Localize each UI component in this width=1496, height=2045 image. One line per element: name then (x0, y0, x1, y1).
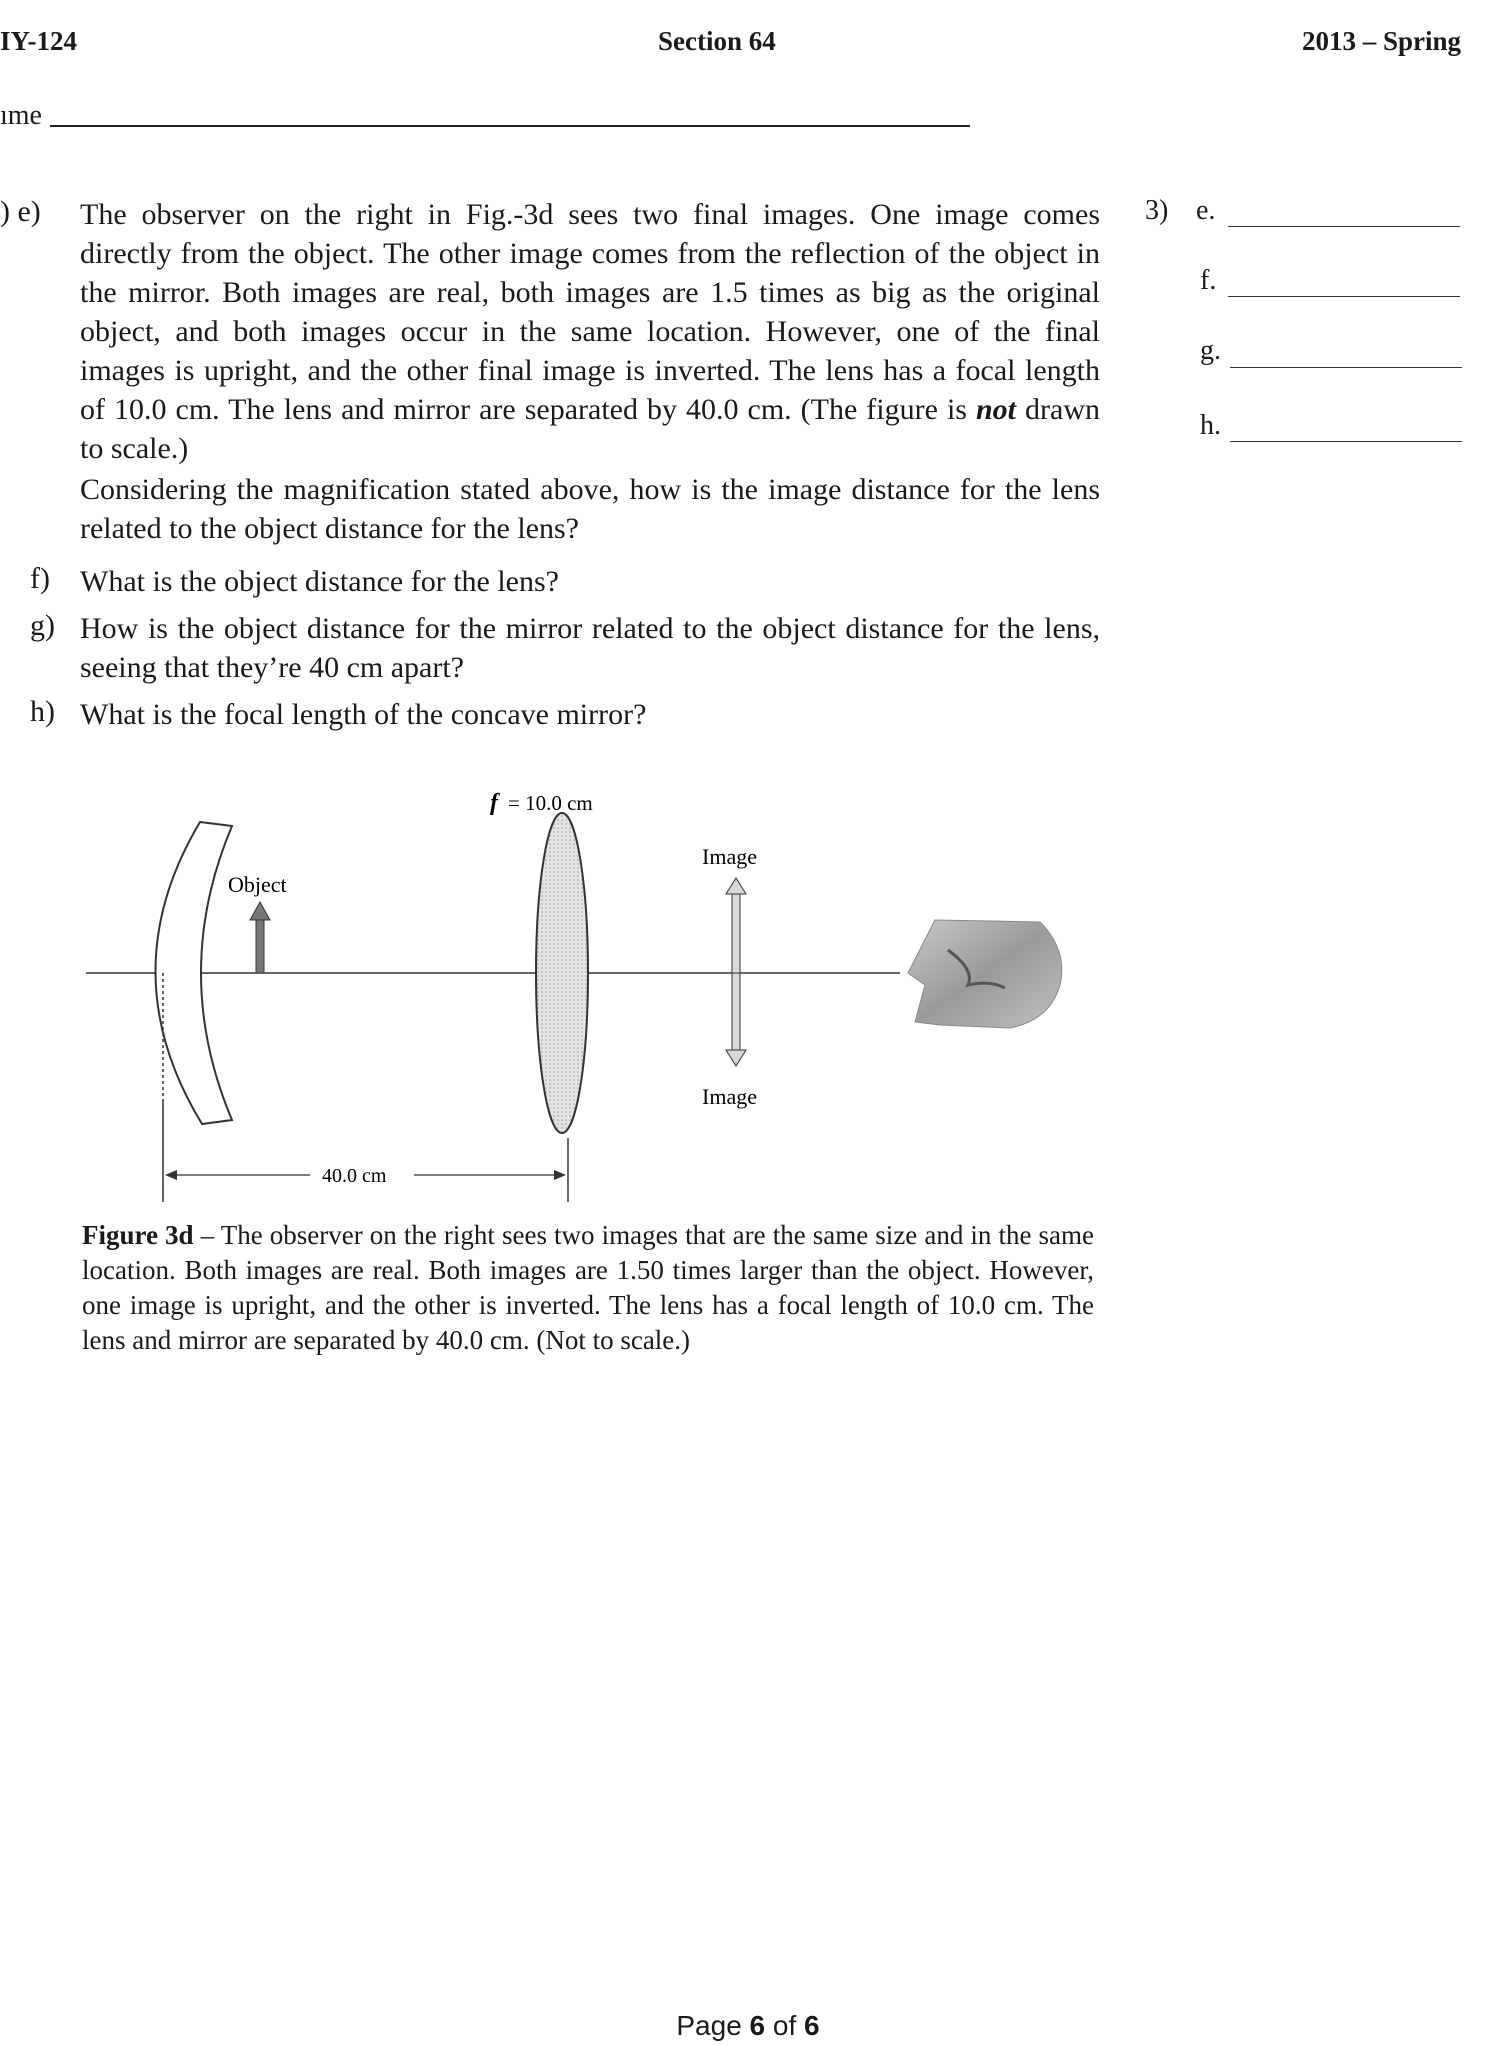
question-h-label: h) (30, 695, 55, 728)
answer-number: 3) (1145, 195, 1169, 226)
page-footer (0, 2010, 1496, 2042)
focal-value: = 10.0 cm (508, 791, 593, 815)
caption-body: – The observer on the right sees two images that are the same size and in the same location. Both images are real. Both images are 1.50 times larger than the object. However, one image is upright, and the other is inverted. The lens has a focal length of 10.0 cm. The lens and mirror are separated by 40.0 cm. (Not to scale.) (82, 1220, 1094, 1355)
question-e-emphasis: not (975, 393, 1017, 426)
distance-arrowhead-right (554, 1170, 566, 1180)
caption-title: Figure 3d (82, 1220, 194, 1250)
footer-middle: of (765, 2010, 805, 2041)
question-g-label: g) (30, 609, 55, 642)
figure-3d (0, 770, 1100, 1210)
object-label: Object (228, 872, 287, 897)
name-line (50, 125, 970, 127)
focal-symbol: f (490, 790, 498, 816)
object-arrow (250, 902, 270, 973)
question-h-text: What is the focal length of the concave mirror? (80, 698, 647, 731)
question-e-label: ) e) (0, 195, 41, 228)
answer-f-label: f. (1200, 265, 1217, 296)
footer-prefix: Page (676, 2010, 750, 2041)
image-arrow-upright (726, 878, 746, 973)
term-label: 2013 – Spring (1302, 26, 1462, 56)
observer-eye-icon (908, 920, 1062, 1028)
question-e-text (80, 195, 1100, 468)
answer-h-blank[interactable] (1230, 441, 1462, 442)
image-arrow-inverted (726, 973, 746, 1066)
question-f-label: f) (30, 562, 50, 595)
question-g-text: How is the object distance for the mirror related to the object distance for the lens, seeing that they’re 40 cm apart? (80, 612, 1100, 684)
converging-lens (536, 813, 588, 1133)
question-e-tail: drawn to scale.) (80, 393, 1101, 465)
section-label: Section 64 (658, 26, 776, 56)
footer-total-pages: 6 (804, 2010, 820, 2041)
answer-g-label: g. (1200, 335, 1221, 366)
answer-h-label: h. (1200, 410, 1221, 441)
footer-current-page: 6 (749, 2010, 766, 2041)
course-code: IY-124 (0, 26, 78, 56)
image-top-label: Image (702, 844, 757, 869)
distance-arrowhead-left (165, 1170, 177, 1180)
distance-label: 40.0 cm (322, 1165, 387, 1187)
answer-e-blank[interactable] (1228, 226, 1460, 227)
question-f-text: What is the object distance for the lens? (80, 565, 559, 598)
answer-f-blank[interactable] (1228, 296, 1460, 297)
answer-g-blank[interactable] (1230, 367, 1462, 368)
image-bottom-label: Image (702, 1084, 757, 1109)
figure-caption (82, 1218, 1094, 1358)
answer-e-label: e. (1196, 195, 1216, 226)
name-label: ıme (0, 100, 42, 131)
question-e-followup: Considering the magnification stated above, how is the image distance for the lens related to the object distance for the lens? (80, 473, 1100, 545)
question-e-body: The observer on the right in Fig.-3d sees two final images. One image comes directly from the object. The other image comes from the reflection of the object in the mirror. Both images are real, both images are 1.5 times as big as the original object, and both images occur in the same location. However, one of the final images is upright, and the other final image is inverted. The lens has a focal length of 10.0 cm. The lens and mirror are separated by 40.0 cm. (The figure is (80, 198, 1100, 426)
